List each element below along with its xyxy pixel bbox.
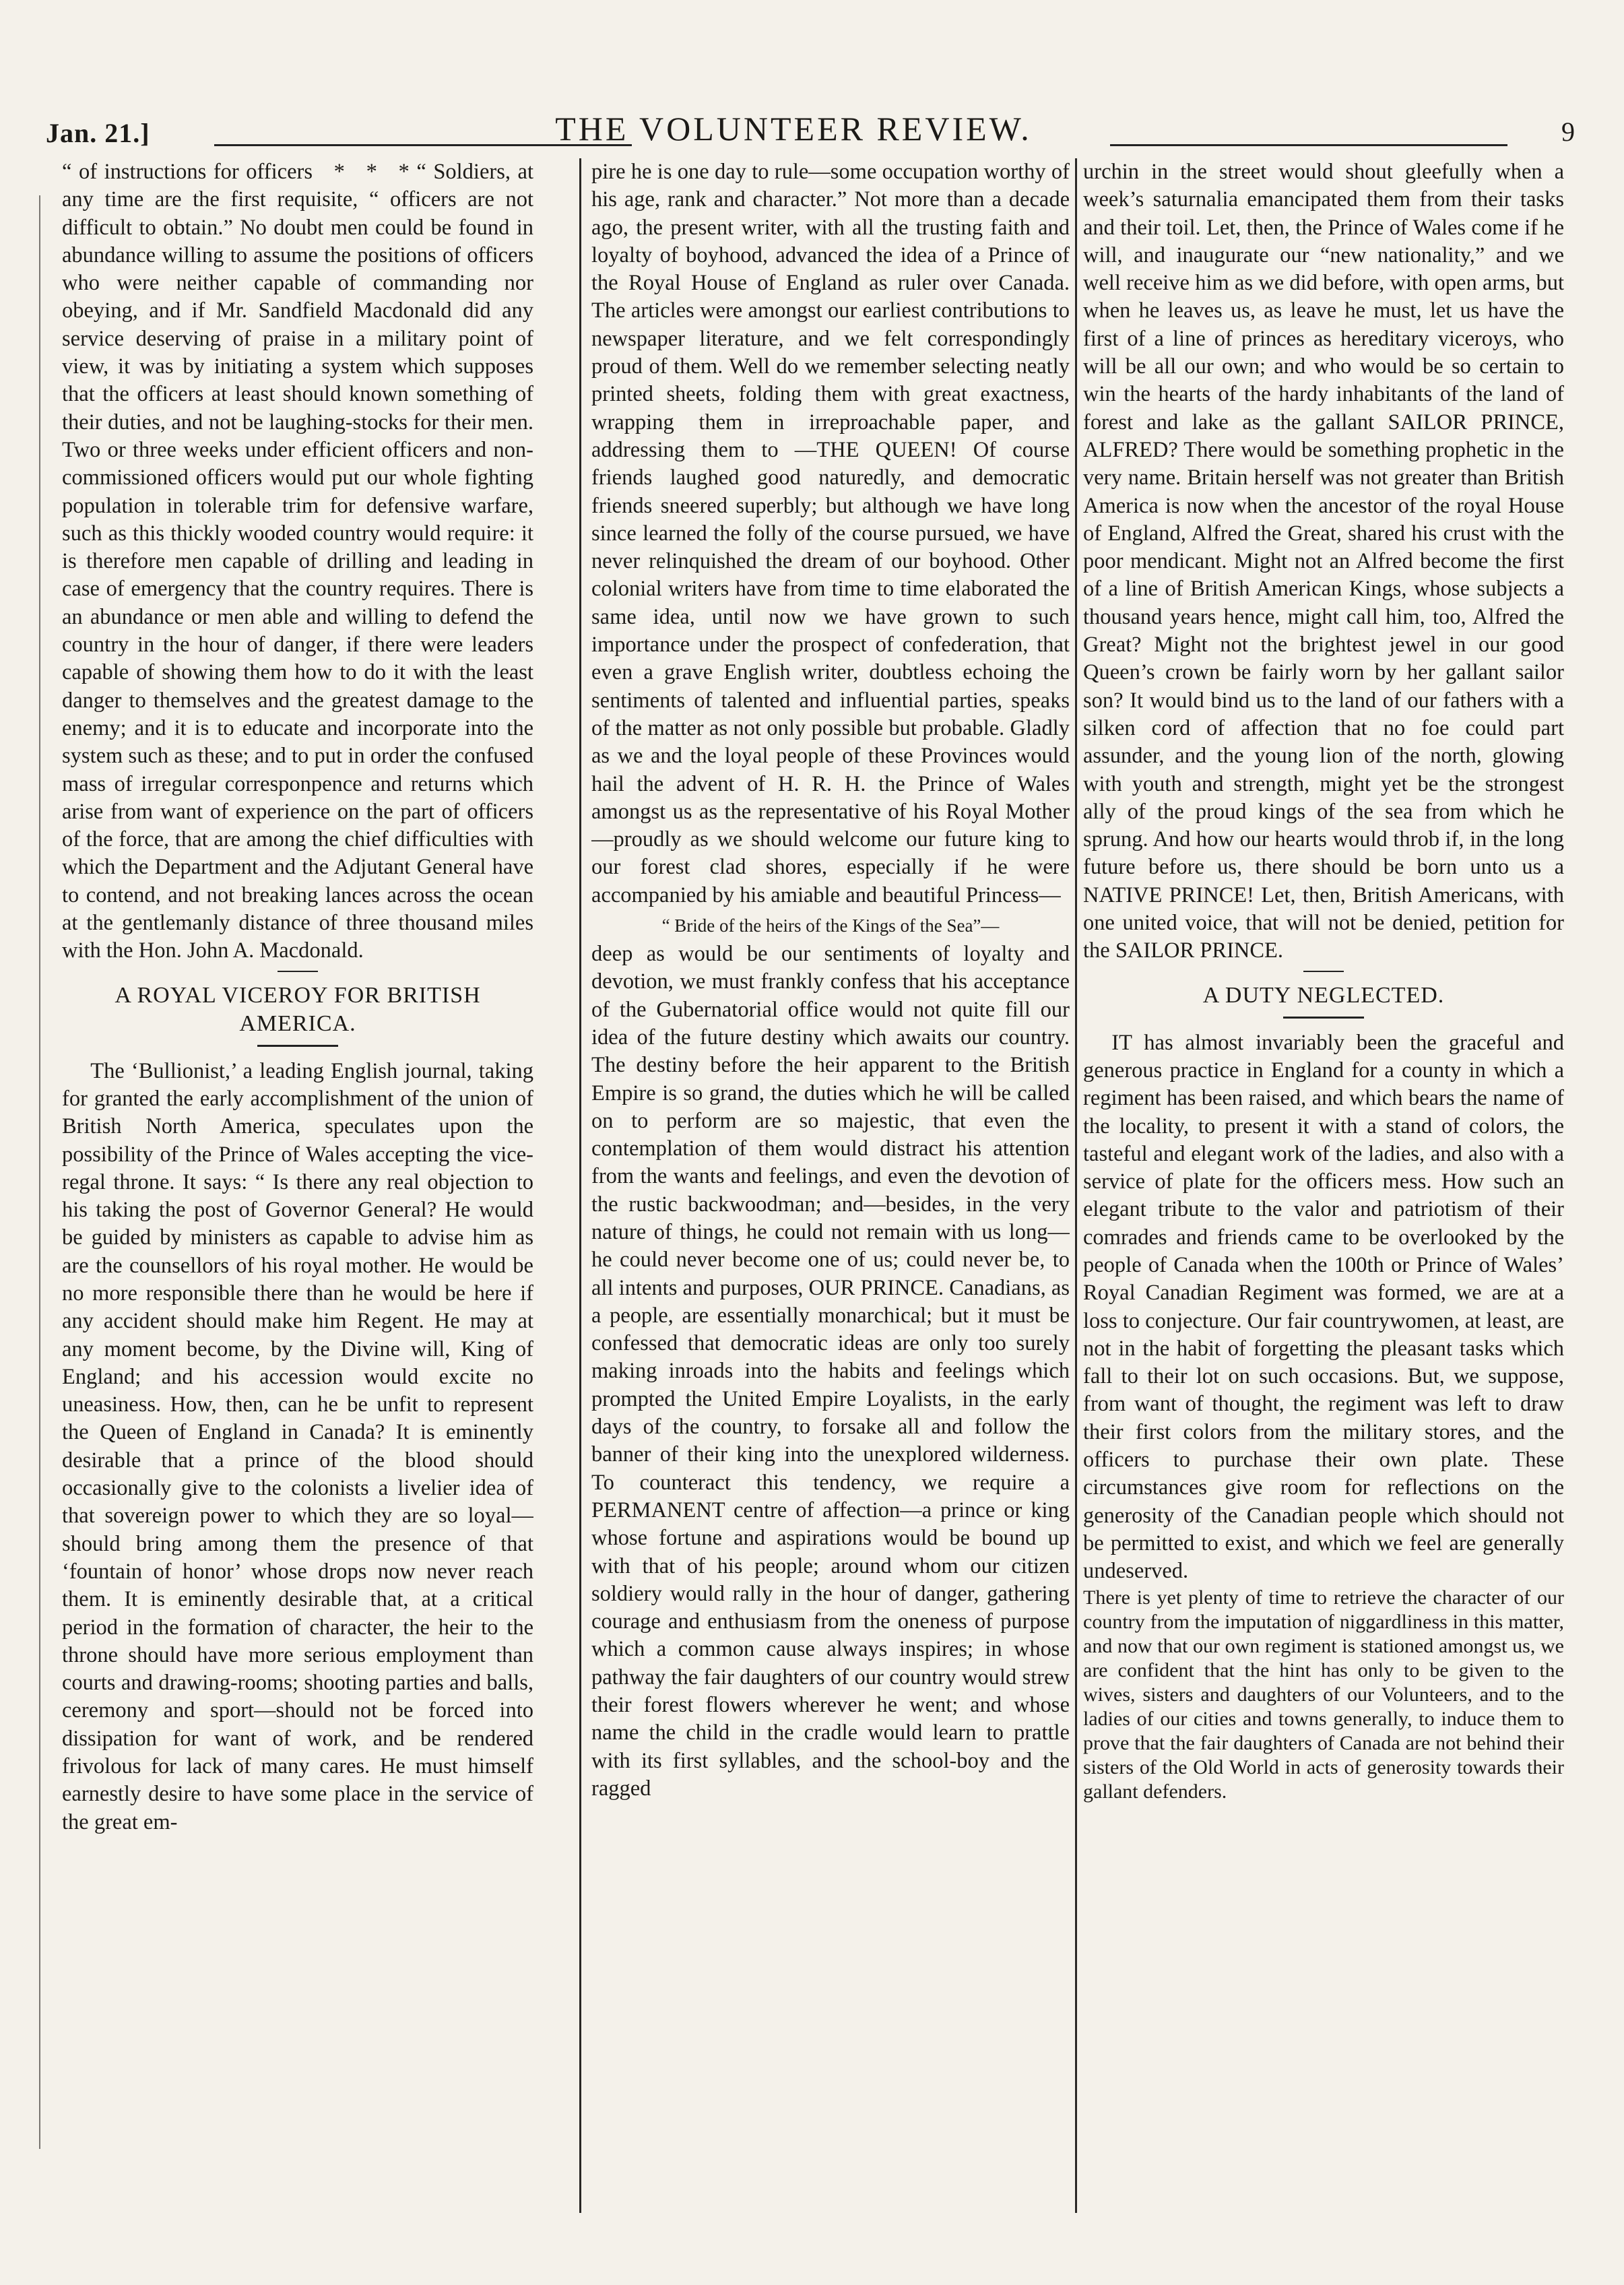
column-divider-1 xyxy=(579,158,581,2213)
headline-rule-2 xyxy=(1283,1017,1364,1019)
article-conclusion: urchin in the street would shout gleefully when a week’s saturnalia emancipated them from their tasks and their toil. Let, then, the Prince of Wales come if he will, and inaugurate our “new nationality,” and we well receive him as we did before, with open arms, but when he leaves us, as leave he must, let us have the first of a line of princes as hereditary viceroys, who will be all our own; and who would be so certain to win the hearts of the hardy inhabitants of the land of forest and lake as the gallant SAILOR PRINCE, ALFRED? There would be something prophetic in the very name. Britain herself was not greater than British America is now when the ancestor of the royal House of England, Alfred the Great, shared his crust with the poor mendicant. Might not an Alfred become the first of a line of British American Kings, whose subjects a thousand years hence, might call him, too, Alfred the Great? Might not the brightest jewel in our good Queen’s crown be fairly worn by her gallant sailor son? It would bind us to the land of our fathers with a silken cord of affection that no foe could part assunder, and the young lion of the north, glowing with youth and strength, might yet be the strongest ally of the proud kings of the sea from which he sprung. And how our hearts would throb if, in the long future before us, there should be born unto us a NATIVE PRINCE! Let, then, British Americans, with one united voice, that will not be denied, petition for the SAILOR PRINCE. xyxy=(1083,160,1564,963)
column-divider-2 xyxy=(1075,158,1077,2213)
issue-date: Jan. 21.] xyxy=(46,118,150,148)
page-number: 9 xyxy=(1561,117,1575,147)
article-headline: A ROYAL VICEROY FOR BRITISH AMERICA. xyxy=(115,982,481,1036)
column-1 xyxy=(62,158,533,2213)
column-2 xyxy=(591,158,1070,2213)
article-continuation: “ of instructions for officers * * * “ Soldiers, at any time are the first requisite, “ officers are not difficult to obtain.” No doubt men could be found in abundance willing to assume the positions of officers who were neither capable of commanding nor obeying, and if Mr. Sandfield Macdonald did any service deserving of praise in a military point of view, it was by initiating a system which supposes that the officers at least should known something of their duties, and not be laughing-stocks for their men. Two or three weeks under efficient officers and non-commissioned officers would put our whole fighting population in tolerable trim for defensive warfare, such as this thickly wooded country would require: it is therefore men capable of drilling and leading in case of emergency that the country requires. There is an abundance or men able and willing to defend the country in the hour of danger, if there were leaders capable of showing them how to do it with the least danger to themselves and the greatest damage to the enemy; and it is to educate and incorporate into the system such as these; and to put in order the confused mass of irregular corresponpence and returns which arise from want of experience on the part of officers of the force, that are among the chief difficulties with which the Department and the Adjutant General have to contend, and not breaking lances across the ocean at the gentlemanly distance of three thousand miles with the Hon. John A. Macdonald. xyxy=(62,160,533,963)
article-body-2-end: There is yet plenty of time to retrieve the character of our country from the imputation of niggardliness in this matter, and now that our own regiment is stationed amongst us, we are confident that the hint has only to be given to the wives, sisters and daughters of our Volunteers, and to the ladies of our cities and towns generally, to induce them to prove that the fair daughters of Canada are not behind their sisters of the Old World in acts of generosity towards their gallant defenders. xyxy=(1083,1586,1564,1803)
article-body-2: IT has almost invariably been the graceful and generous practice in England for a county in which a regiment has been raised, and which bears the name of the locality, to present it with a stand of colors, the tasteful and elegant work of the ladies, and also with a service of plate for the officers mess. How such an elegant tribute to the valor and patriotism of their comrades and friends came to be overlooked by the people of Canada when the 100th or Prince of Wales’ Royal Canadian Regiment was formed, we are at a loss to conjecture. Our fair countrywomen, at least, are not in the habit of forgetting the pleasant tasks which fall to their lot on such occasions. But, we suppose, from want of thought, the regiment was left to draw their first colors from the military stores, and the officers to purchase their own plate. These circumstances give room for reflections on the generosity of the Canadian people which should not be permitted to exist, and which we feel are generally undeserved. xyxy=(1083,1030,1564,1584)
article-body-continued-2: deep as would be our sentiments of loyalty and devotion, we must frankly confess that his acceptance of the Gubernatorial office would not quite fill our idea of the future destiny which awaits our country. The destiny before the heir apparent to the British Empire is so grand, the duties which he will be called on to perform are so majestic, that even the contemplation of them would distract his attention from the wants and feelings, and even the devotion of the rustic backwoodman; and—besides, in the very nature of things, he could not remain with us long—he could never become one of us; could never be, to all intents and purposes, OUR PRINCE. Canadians, as a people, are essentially monarchical; but it must be confessed that democratic ideas are only too surely making inroads into the habits and feelings which prompted the United Empire Loyalists, in the early days of the country, to forsake all and follow the banner of their king into the unexplored wilderness. To counteract this tendency, we require a PERMANENT centre of affection—a prince or king whose fortune and aspirations would be bound up with that of his people; around whom our citizen soldiery would rally in the hour of danger, gathering courage and enthusiasm from the oneness of purpose which a common cause always inspires; in whose pathway the fair daughters of our country would strew their forest flowers wherever he went; and whose name the child in the cradle would learn to prattle with its first syllables, and the school-boy and the ragged xyxy=(591,942,1070,1801)
headline-rule xyxy=(257,1045,338,1047)
header-rule-right xyxy=(1110,144,1507,146)
article-body-continued: pire he is one day to rule—some occupation worthy of his age, rank and character.” Not more than a decade ago, the present writer, with all the trusting faith and loyalty of boyhood, advanced the idea of a Prince of the Royal House of England as ruler over Canada. The articles were amongst our earliest contributions to newspaper literature, and we felt correspondingly proud of them. Well do we remember selecting neatly printed sheets, folding them with great exactness, wrapping them in irreproachable paper, and addressing them to —THE QUEEN! Of course friends laughed good naturedly, and democratic friends sneered superbly; but although we have long since learned the folly of the course pursued, we have never relinquished the dream of our boyhood. Other colonial writers have from time to time elaborated the same idea, until now we have grown to such importance under the prospect of confederation, that even a grave English writer, doubtless echoing the sentiments of talented and influential parties, speaks of the matter as not only possible but probable. Gladly as we and the loyal people of these Provinces would hail the advent of H. R. H. the Prince of Wales amongst us as the representative of his Royal Mother—proudly as we should welcome our future king to our forest clad shores, especially if he were accompanied by his amiable and beautiful Princess— xyxy=(591,160,1070,907)
section-divider xyxy=(278,971,318,972)
publication-title: THE VOLUNTEER REVIEW. xyxy=(555,110,1032,148)
page-header xyxy=(46,109,1588,156)
verse-quote: “ Bride of the heirs of the Kings of the Sea”— xyxy=(661,915,1000,936)
page-binding-edge xyxy=(39,195,40,2149)
article-body: The ‘Bullionist,’ a leading English journal, taking for granted the early accomplishment of the union of British North America, speculates upon the possibility of the Prince of Wales accepting the vice-regal throne. It says: “ Is there any real objection to his taking the post of Governor General? He would be guided by ministers as capable to advise him as are the counsellors of his royal mother. He would be no more responsible there than he would be here if any accident should make him Regent. He may at any moment become, by the Divine will, King of England; and his accession would excite no uneasiness. How, then, can he be unfit to represent the Queen of England in Canada? It is eminently desirable that a prince of the blood should occasionally give to the colonists a livelier idea of that sovereign power to which they are so loyal—should bring among them the presence of that ‘fountain of honor’ whose drops now never reach them. It is eminently desirable that, at a critical period in the formation of character, the heir to the throne should have more serious employment than courts and drawing-rooms; shooting parties and balls, ceremony and sport—should not be forced into dissipation for want of work, and be rendered frivolous for lack of many cares. He must himself earnestly desire to have some place in the service of the great em- xyxy=(62,1058,533,1834)
column-3 xyxy=(1083,158,1564,2213)
section-divider xyxy=(1303,971,1344,972)
article-headline-2: A DUTY NEGLECTED. xyxy=(1202,982,1445,1008)
